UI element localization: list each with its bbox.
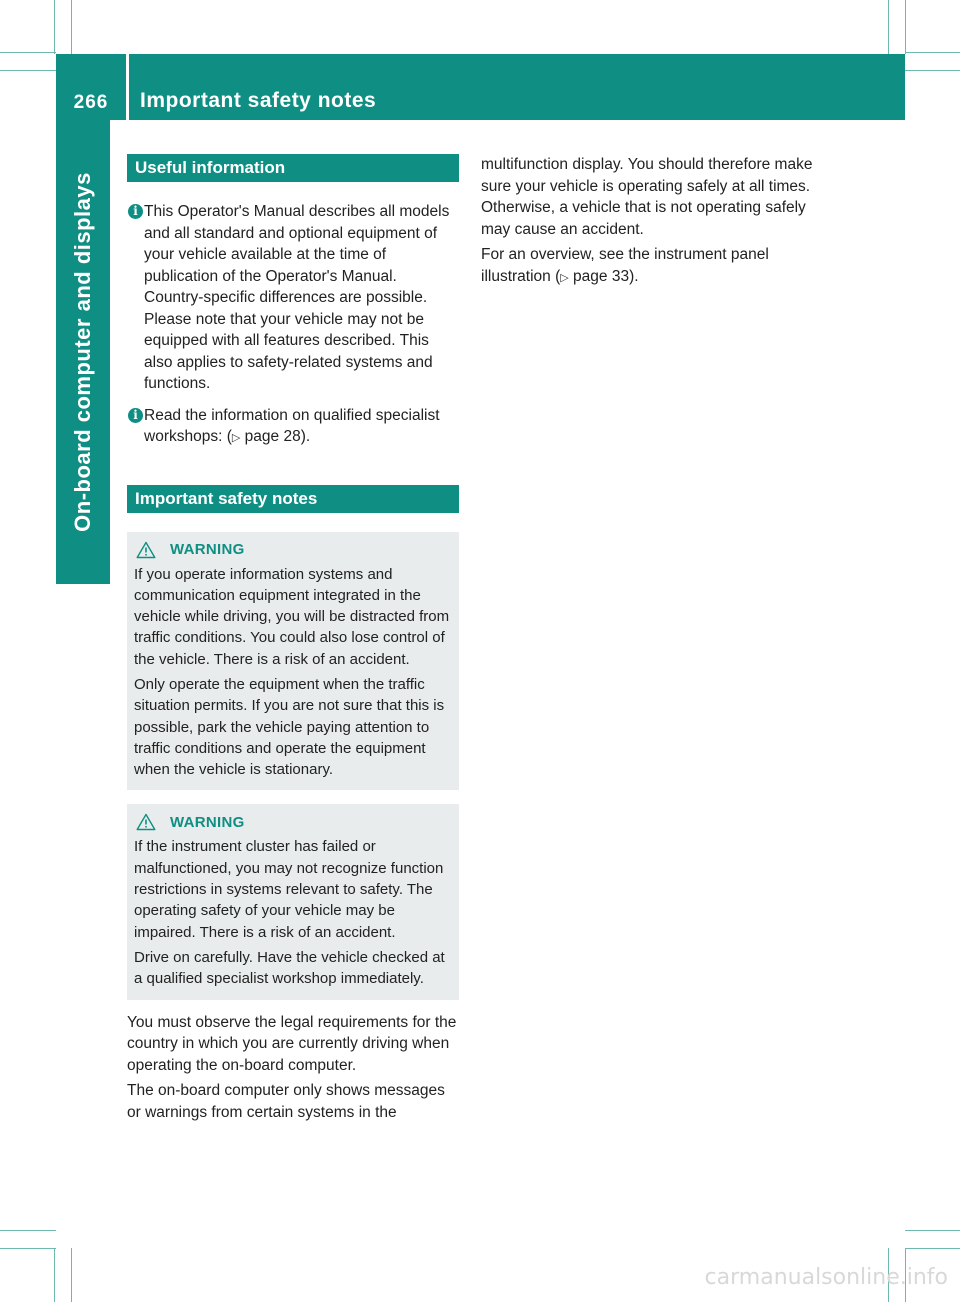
warning-triangle-icon — [136, 541, 156, 559]
crop-mark — [71, 1248, 72, 1302]
warning-title: WARNING — [170, 540, 245, 558]
page-number: 266 — [73, 92, 109, 113]
warning-header — [134, 540, 452, 560]
info-note-suffix: ). — [300, 428, 311, 445]
chapter-label: On-board computer and displays — [70, 172, 95, 532]
crop-mark — [54, 0, 55, 54]
info-note — [127, 405, 459, 450]
page-reference-link[interactable]: page 33 — [573, 267, 630, 285]
warning-triangle-icon — [136, 813, 156, 831]
section-heading-important-safety-notes: Important safety notes — [127, 485, 459, 513]
header-divider — [126, 54, 129, 120]
crop-mark — [0, 1230, 56, 1231]
left-column — [127, 154, 459, 1127]
body-paragraph: You must observe the legal requirements for the country in which you are currently driving when operating the on-board computer. — [127, 1013, 457, 1074]
crop-mark — [71, 0, 72, 54]
warning-title: WARNING — [170, 813, 245, 831]
body-paragraph: multifunction display. You should therefore make sure your vehicle is operating safely at all times. Otherwise, a vehicle that is not operating safely may cause an accident. — [481, 156, 813, 238]
info-note-text: Read the information on qualified specialist workshops: ( — [144, 406, 440, 445]
crop-mark — [0, 1248, 56, 1249]
body-text-suffix: ). — [629, 267, 639, 285]
section-heading-useful-information: Useful information — [127, 154, 459, 182]
info-note-text: This Operator's Manual describes all models and all standard and optional equipment of your vehicle available at the time of publication of the Operator's Manual. Country-specific differences are possible. Please note that your vehicle may not be equipped with all features described. This also applies to safety-related systems and functions. — [144, 203, 450, 392]
body-paragraph: The on-board computer only shows messages or warnings from certain systems in the — [127, 1082, 445, 1121]
crop-mark — [905, 52, 960, 53]
info-note — [127, 201, 459, 395]
warning-paragraph: If you operate information systems and communication equipment integrated in the vehicle while driving, you will be distracted from traffic conditions. You could also lose control of the vehicle. There is a risk of an accident. — [134, 565, 450, 668]
right-column — [481, 154, 821, 293]
warning-box — [127, 532, 459, 791]
info-icon: i — [128, 204, 143, 219]
info-icon: i — [128, 408, 143, 423]
body-paragraph-reference — [481, 244, 821, 289]
warning-box — [127, 804, 459, 999]
crop-mark — [905, 0, 906, 54]
crop-mark — [888, 0, 889, 54]
page-reference-arrow-icon: ▷ — [560, 271, 569, 284]
warning-header — [134, 812, 452, 832]
crop-mark — [0, 52, 56, 53]
crop-mark — [905, 70, 960, 71]
body-text: For an overview, see the instrument panel illustration ( — [481, 246, 769, 285]
warning-paragraph: Drive on carefully. Have the vehicle checked at a qualified specialist workshop immediately. — [134, 948, 445, 988]
page-title: Important safety notes — [140, 89, 377, 112]
page-reference-arrow-icon: ▷ — [231, 432, 241, 444]
page-reference-link[interactable]: page 28 — [244, 428, 301, 445]
watermark: carmanualsonline.info — [704, 1265, 948, 1290]
crop-mark — [54, 1248, 55, 1302]
crop-mark — [905, 1248, 960, 1249]
crop-mark — [0, 70, 56, 71]
warning-paragraph: If the instrument cluster has failed or malfunctioned, you may not recognize function restrictions in systems relevant to safety. The operating safety of your vehicle may be impaired. There is a risk of an accident. — [134, 838, 444, 941]
crop-mark — [905, 1230, 960, 1231]
warning-paragraph: Only operate the equipment when the traffic situation permits. If you are not sure that this is possible, park the vehicle paying attention to traffic conditions and operate the equipment when the vehicle is stationary. — [134, 675, 445, 779]
